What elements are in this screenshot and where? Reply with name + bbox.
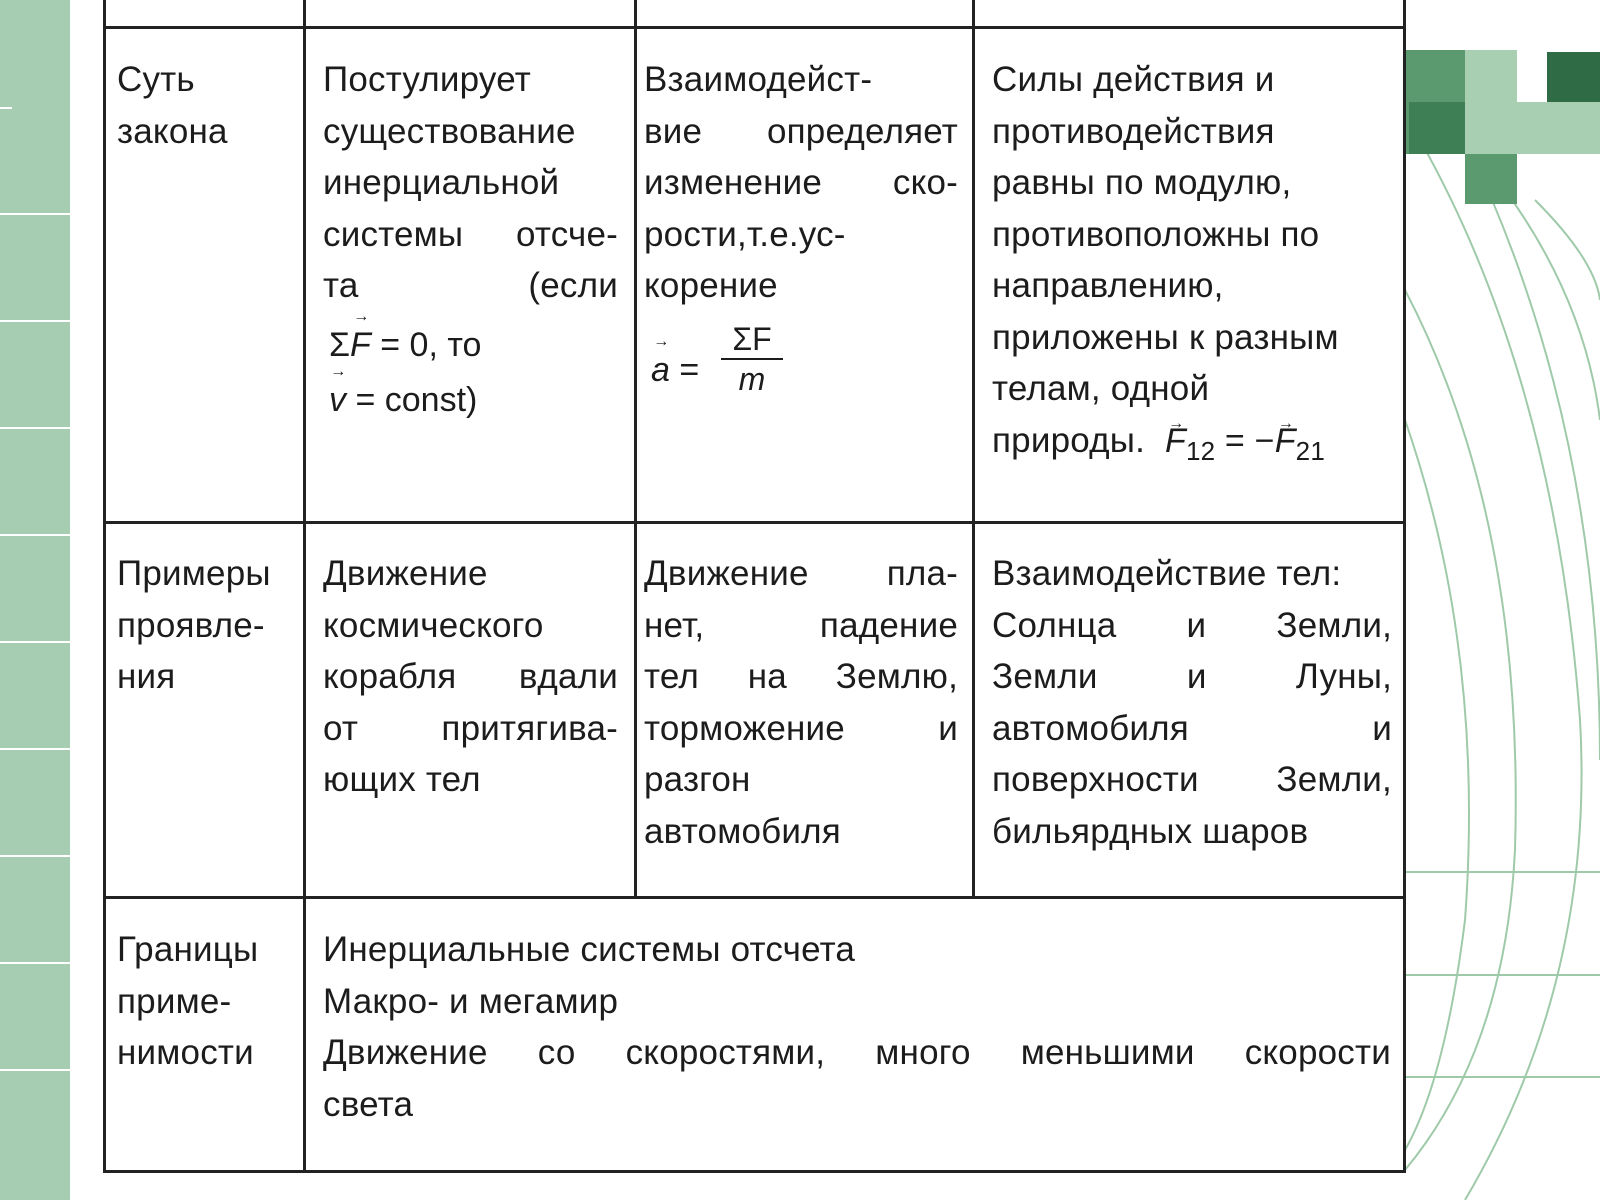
text-line: поверхности Земли,: [992, 760, 1392, 799]
header-line: ния: [117, 657, 176, 696]
strip-divider: [0, 534, 70, 536]
cell-third-law-essence: [992, 54, 1392, 477]
text-line: противодействия: [992, 111, 1275, 151]
fraction-bar: [721, 358, 783, 360]
text-line: Движение: [323, 554, 488, 593]
formula-text: = const): [346, 381, 478, 419]
text-line: Постулирует: [323, 60, 531, 99]
col-border: [972, 0, 975, 899]
force-vector: → F: [1165, 416, 1186, 468]
col-border: [103, 0, 106, 1173]
col-border: [634, 0, 637, 899]
sum-symbol: Σ: [329, 326, 351, 364]
cell-second-law-examples: [644, 548, 958, 857]
force-vector: → F: [350, 326, 371, 365]
strip-tick: [0, 107, 12, 109]
text-line: Земли и Луны,: [992, 657, 1392, 696]
formula-text: = −: [1215, 421, 1275, 460]
text-line: Макро- и мегамир: [323, 981, 619, 1021]
text-line: света: [323, 1084, 414, 1124]
header-line: приме-: [117, 981, 232, 1021]
decor-arcs: [1405, 0, 1600, 1200]
text-line: бильярдных шаров: [992, 811, 1309, 851]
text-line: приложены к разным: [992, 317, 1339, 357]
strip-divider: [0, 320, 70, 322]
row-border: [103, 896, 1406, 899]
text-line: существование: [323, 111, 576, 151]
text-line: направлению,: [992, 266, 1224, 305]
strip-divider: [0, 962, 70, 964]
force-vector: → F: [1275, 416, 1296, 468]
text-line: вие определяет: [644, 111, 958, 151]
strip-divider: [0, 748, 70, 750]
formula-acceleration: [651, 351, 699, 390]
cell-first-law-examples: [323, 548, 618, 806]
subscript: 21: [1295, 435, 1325, 466]
strip-divider: [0, 855, 70, 857]
cell-applicability-limits: [323, 924, 1391, 1130]
text-line: системы отсче-: [323, 214, 618, 254]
formula-fraction: [721, 322, 783, 396]
header-line: закона: [117, 111, 228, 151]
header-line: проявле-: [117, 605, 265, 645]
col-border: [1403, 0, 1406, 1173]
row-border: [103, 26, 1406, 29]
right-decor: [1405, 0, 1600, 1200]
header-line: Примеры: [117, 554, 271, 593]
text-line: Взаимодейст-: [644, 60, 873, 99]
strip-divider: [0, 427, 70, 429]
text-line: телам, одной: [992, 369, 1210, 408]
velocity-vector: → v: [329, 381, 346, 420]
left-decor-strip: [0, 0, 70, 1200]
text-line: Движение пла-: [644, 554, 958, 593]
text-line: разгон: [644, 760, 751, 799]
text-line: автомобиля: [644, 811, 841, 851]
cell-first-law-essence: [323, 54, 618, 312]
text-line: рости,т.е.ус-: [644, 214, 846, 254]
cell-second-law-essence: [644, 54, 958, 312]
header-line: нимости: [117, 1033, 254, 1072]
text-line-with-formula: [992, 415, 1392, 478]
row-border: [103, 1170, 1406, 1173]
subscript: 12: [1185, 435, 1216, 466]
text-line: автомобиля и: [992, 708, 1392, 748]
header-line: Границы: [117, 930, 259, 969]
fraction-denominator: m: [738, 361, 766, 397]
text-line: ющих тел: [323, 760, 481, 799]
text-line: противоположны по: [992, 214, 1320, 254]
text-line: от притягива-: [323, 708, 618, 748]
text-fragment: природы.: [992, 420, 1146, 460]
formula-text: = 0, то: [370, 326, 482, 364]
laws-table: [103, 0, 1406, 1176]
text-line: тел на Землю,: [644, 657, 958, 696]
text-line: Взаимодействие тел:: [992, 554, 1342, 593]
text-line: равны по модулю,: [992, 163, 1292, 202]
strip-divider: [0, 641, 70, 643]
text-line: корение: [644, 266, 778, 305]
text-line: нет, падение: [644, 605, 958, 645]
text-line: Инерциальные системы отсчета: [323, 930, 856, 969]
strip-divider: [0, 213, 70, 215]
text-line: Солнца и Земли,: [992, 605, 1392, 645]
text-line: Движение со скоростями, много меньшими скорости: [323, 1033, 1391, 1072]
text-line: та (если: [323, 266, 618, 305]
row-header-examples: [117, 548, 297, 703]
text-line: торможение и: [644, 708, 958, 748]
formula-sum-force-zero: [329, 326, 481, 365]
strip-divider: [0, 1069, 70, 1071]
formula-text: =: [669, 351, 700, 389]
text-line: инерциальной: [323, 163, 560, 202]
header-line: Суть: [117, 60, 195, 99]
row-header-essence: [117, 54, 297, 157]
formula-velocity-const: [329, 381, 477, 420]
row-header-limits: [117, 924, 297, 1079]
acceleration-vector: → a: [651, 351, 670, 390]
fraction-numerator: ΣF: [732, 321, 772, 357]
text-line: корабля вдали: [323, 657, 618, 696]
col-border: [303, 0, 306, 1173]
cell-third-law-examples: [992, 548, 1392, 857]
row-border: [103, 521, 1406, 524]
text-line: изменение ско-: [644, 163, 958, 202]
text-line: Силы действия и: [992, 60, 1275, 99]
text-line: космического: [323, 605, 544, 645]
